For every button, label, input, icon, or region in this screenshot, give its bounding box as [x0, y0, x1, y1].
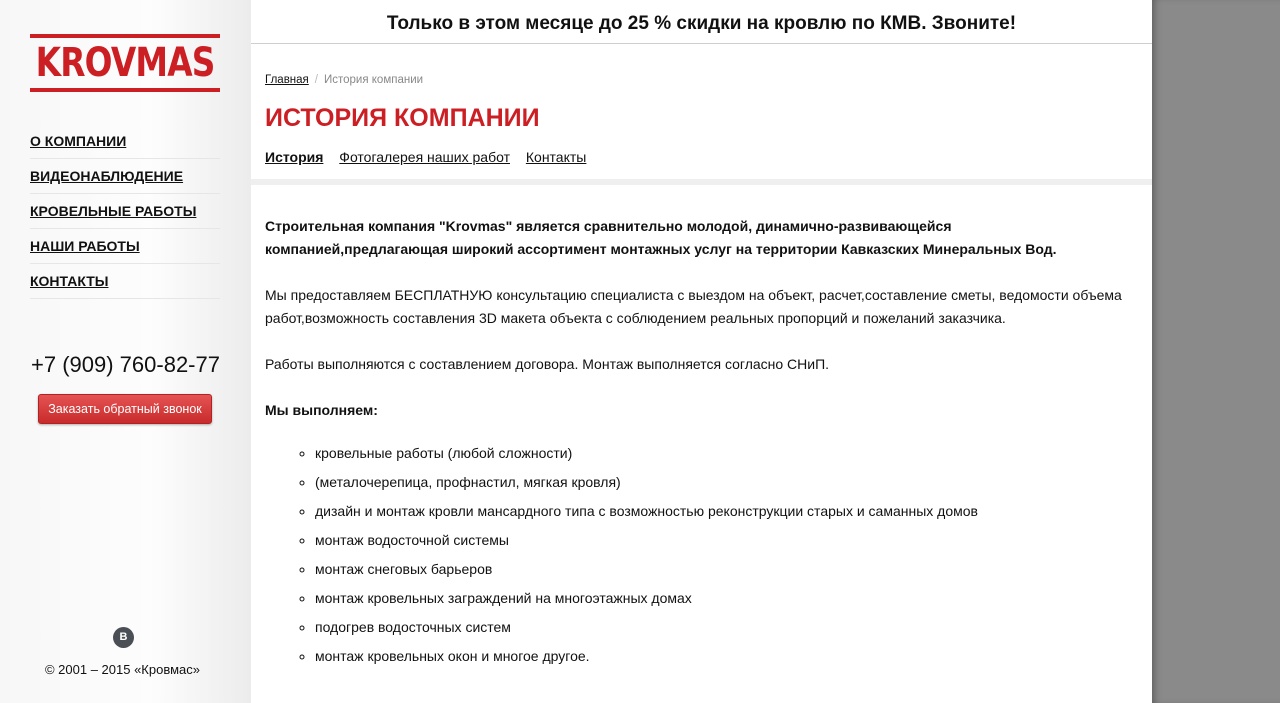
logo-text: KROVMAS — [35, 40, 215, 86]
phone-number: +7 (909) 760-82-77 — [31, 352, 220, 377]
logo[interactable] — [30, 34, 220, 92]
breadcrumb-current: История компании — [323, 74, 424, 86]
nav-item-contacts[interactable]: КОНТАКТЫ — [30, 264, 220, 299]
article — [265, 215, 1125, 671]
divider — [251, 179, 1152, 185]
list-item: ◦ монтаж кровельных заграждений на многоэтажных домах — [315, 584, 1125, 613]
vk-icon[interactable]: В — [113, 627, 134, 648]
breadcrumb — [265, 74, 423, 86]
callback-button[interactable]: Заказать обратный звонок — [38, 394, 212, 424]
sidebar — [0, 0, 251, 703]
subnav-contacts[interactable]: Контакты — [525, 149, 587, 165]
copyright: © 2001 – 2015 «Кровмас» — [44, 662, 201, 677]
paragraph-consultation: Мы предоставляем БЕСПЛАТНУЮ консультацию специалиста с выездом на объект, расчет,составление сметы, ведомости объема работ,возможность составления 3D макета объекта с соблюдением реальных пропорций и пожеланий заказчика. — [265, 287, 1122, 326]
list-item: ◦ (металочерепица, профнастил, мягкая кровля) — [315, 468, 1125, 497]
sub-nav — [265, 149, 598, 165]
subnav-history[interactable]: История — [265, 149, 324, 165]
list-item: ◦ подогрев водосточных систем — [315, 613, 1125, 642]
list-item: ◦ монтаж водосточной системы — [315, 526, 1125, 555]
page-background — [1152, 0, 1280, 703]
main-content — [251, 0, 1152, 703]
nav-item-video[interactable]: ВИДЕОНАБЛЮДЕНИЕ — [30, 159, 220, 194]
nav-item-roofing[interactable]: КРОВЕЛЬНЫЕ РАБОТЫ — [30, 194, 220, 229]
list-item: ◦ дизайн и монтаж кровли мансардного типа с возможностью реконструкции старых и саманных домов — [315, 497, 1125, 526]
page-title: ИСТОРИЯ КОМПАНИИ — [265, 104, 540, 132]
promo-banner: Только в этом месяце до 25 % скидки на кровлю по КМВ. Звоните! — [251, 0, 1152, 44]
paragraph-contract: Работы выполняются с составлением договора. Монтаж выполняется согласно СНиП. — [265, 356, 830, 372]
lead-paragraph: Строительная компания "Krovmas" является сравнительно молодой, динамично-развивающейся компанией,предлагающая широкий ассортимент монтажных услуг на территории Кавказских Минеральных Вод. — [265, 218, 1057, 257]
list-item: ◦ кровельные работы (любой сложности) — [315, 439, 1125, 468]
nav-item-works[interactable]: НАШИ РАБОТЫ — [30, 229, 220, 264]
subnav-gallery[interactable]: Фотогалерея наших работ — [339, 149, 510, 165]
main-nav — [30, 124, 220, 299]
list-item: ◦ монтаж кровельных окон и многое другое. — [315, 642, 1125, 671]
services-heading: Мы выполняем: — [265, 402, 378, 418]
breadcrumb-separator: / — [314, 74, 318, 86]
breadcrumb-home[interactable]: Главная — [265, 74, 309, 86]
list-item: ◦ монтаж снеговых барьеров — [315, 555, 1125, 584]
services-list — [265, 439, 1125, 671]
nav-item-about[interactable]: О КОМПАНИИ — [30, 124, 220, 159]
